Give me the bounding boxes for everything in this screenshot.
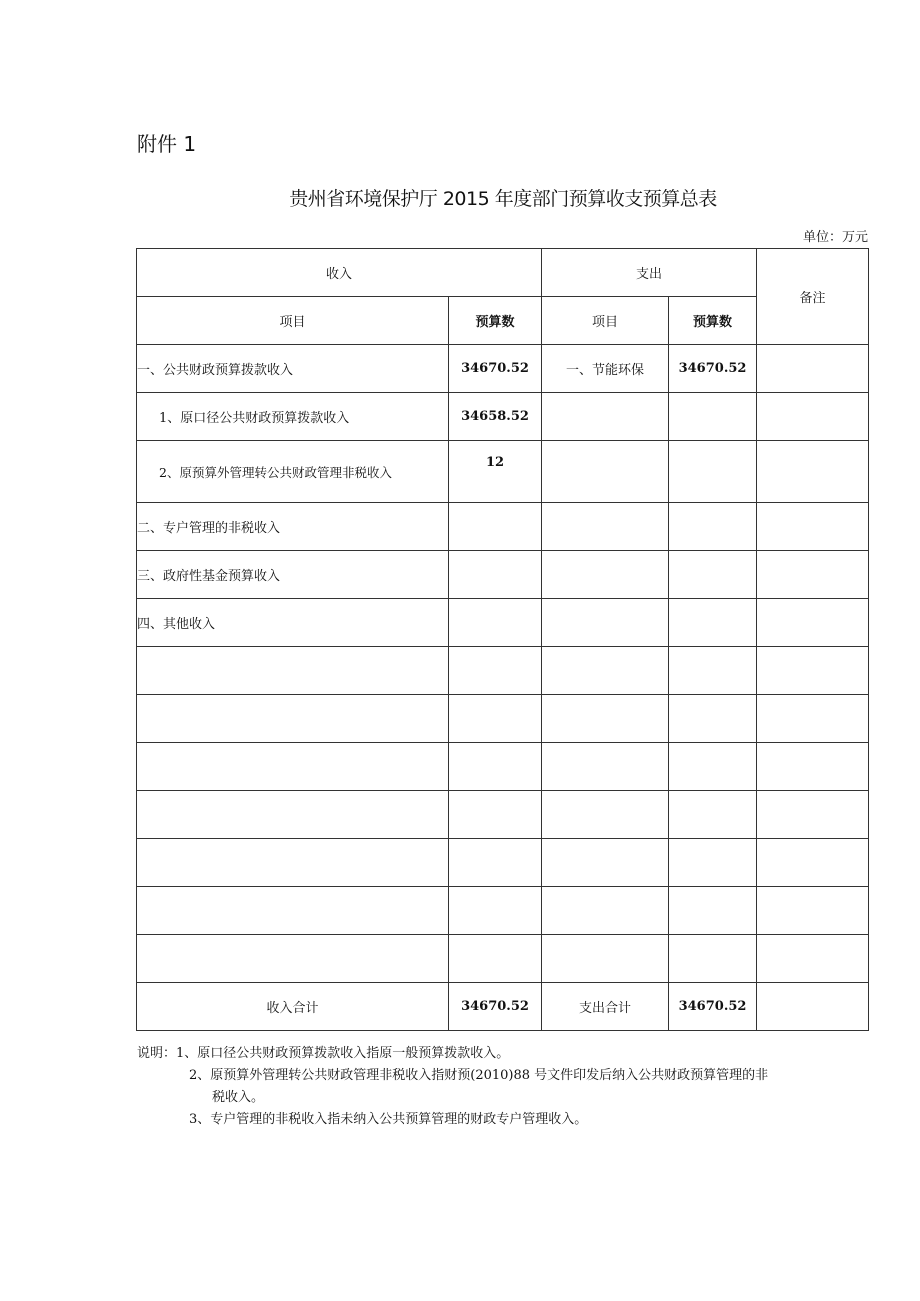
income-total-amount: 34670.52: [449, 983, 542, 1031]
income-item: 一、公共财政预算拨款收入: [137, 345, 449, 393]
note-line-2-cont: 税收入。: [212, 1090, 265, 1105]
table-row: [137, 393, 869, 441]
table-row-empty: [137, 695, 869, 743]
page-title: 贵州省环境保护厅 2015 年度部门预算收支预算总表: [289, 188, 717, 210]
income-item: 四、其他收入: [137, 599, 449, 647]
table-row-empty: [137, 887, 869, 935]
remarks-cell: [757, 599, 869, 647]
expense-amount: 34670.52: [669, 345, 757, 393]
remarks-cell: [757, 551, 869, 599]
table-row: [137, 599, 869, 647]
expense-header: 支出: [542, 249, 757, 297]
income-item-header: 项目: [137, 297, 449, 345]
income-amount: [449, 599, 542, 647]
income-header: 收入: [137, 249, 542, 297]
income-budget-header: 预算数: [449, 297, 542, 345]
budget-table: [136, 248, 869, 1031]
expense-amount: [669, 503, 757, 551]
expense-item: [542, 393, 669, 441]
remarks-cell: [757, 441, 869, 503]
notes-prefix: 说明：: [137, 1046, 177, 1061]
table-row: [137, 345, 869, 393]
income-amount: 34658.52: [449, 393, 542, 441]
expense-amount: [669, 551, 757, 599]
expense-amount: [669, 441, 757, 503]
attachment-label: 附件 1: [137, 132, 197, 156]
table-row-empty: [137, 839, 869, 887]
note-line-1: [137, 1043, 877, 1065]
expense-item: 一、节能环保: [542, 345, 669, 393]
expense-item: [542, 599, 669, 647]
income-amount: 12: [449, 441, 542, 503]
table-row: [137, 551, 869, 599]
remarks-header: 备注: [757, 249, 869, 345]
table-row-empty: [137, 935, 869, 983]
expense-total-label: 支出合计: [542, 983, 669, 1031]
expense-amount: [669, 393, 757, 441]
income-amount: [449, 551, 542, 599]
income-item: 2、原预算外管理转公共财政管理非税收入: [137, 441, 449, 503]
income-item: 二、专户管理的非税收入: [137, 503, 449, 551]
expense-item: [542, 503, 669, 551]
expense-budget-header: 预算数: [669, 297, 757, 345]
expense-amount: [669, 599, 757, 647]
remarks-cell: [757, 503, 869, 551]
remarks-cell: [757, 983, 869, 1031]
total-row: [137, 983, 869, 1031]
remarks-cell: [757, 345, 869, 393]
note-line-3: 3、专户管理的非税收入指未纳入公共预算管理的财政专户管理收入。: [189, 1112, 588, 1127]
income-amount: [449, 503, 542, 551]
table-row: [137, 503, 869, 551]
table-row-empty: [137, 647, 869, 695]
note-item: 1、原口径公共财政预算拨款收入指原一般预算拨款收入。: [176, 1046, 510, 1061]
expense-item: [542, 441, 669, 503]
table-header-row-1: [137, 249, 869, 297]
remarks-cell: [757, 393, 869, 441]
expense-item: [542, 551, 669, 599]
expense-total-amount: 34670.52: [669, 983, 757, 1031]
notes-section: [137, 1043, 877, 1131]
income-total-label: 收入合计: [137, 983, 449, 1031]
income-amount: 34670.52: [449, 345, 542, 393]
unit-label: 单位：万元: [802, 230, 868, 245]
table-row-empty: [137, 791, 869, 839]
note-line-2: 2、原预算外管理转公共财政管理非税收入指财预(2010)88 号文件印发后纳入公共财政预算管理的非: [189, 1068, 769, 1083]
table-row: [137, 441, 869, 503]
income-item: 三、政府性基金预算收入: [137, 551, 449, 599]
table-row-empty: [137, 743, 869, 791]
expense-item-header: 项目: [542, 297, 669, 345]
income-item: 1、原口径公共财政预算拨款收入: [137, 393, 449, 441]
